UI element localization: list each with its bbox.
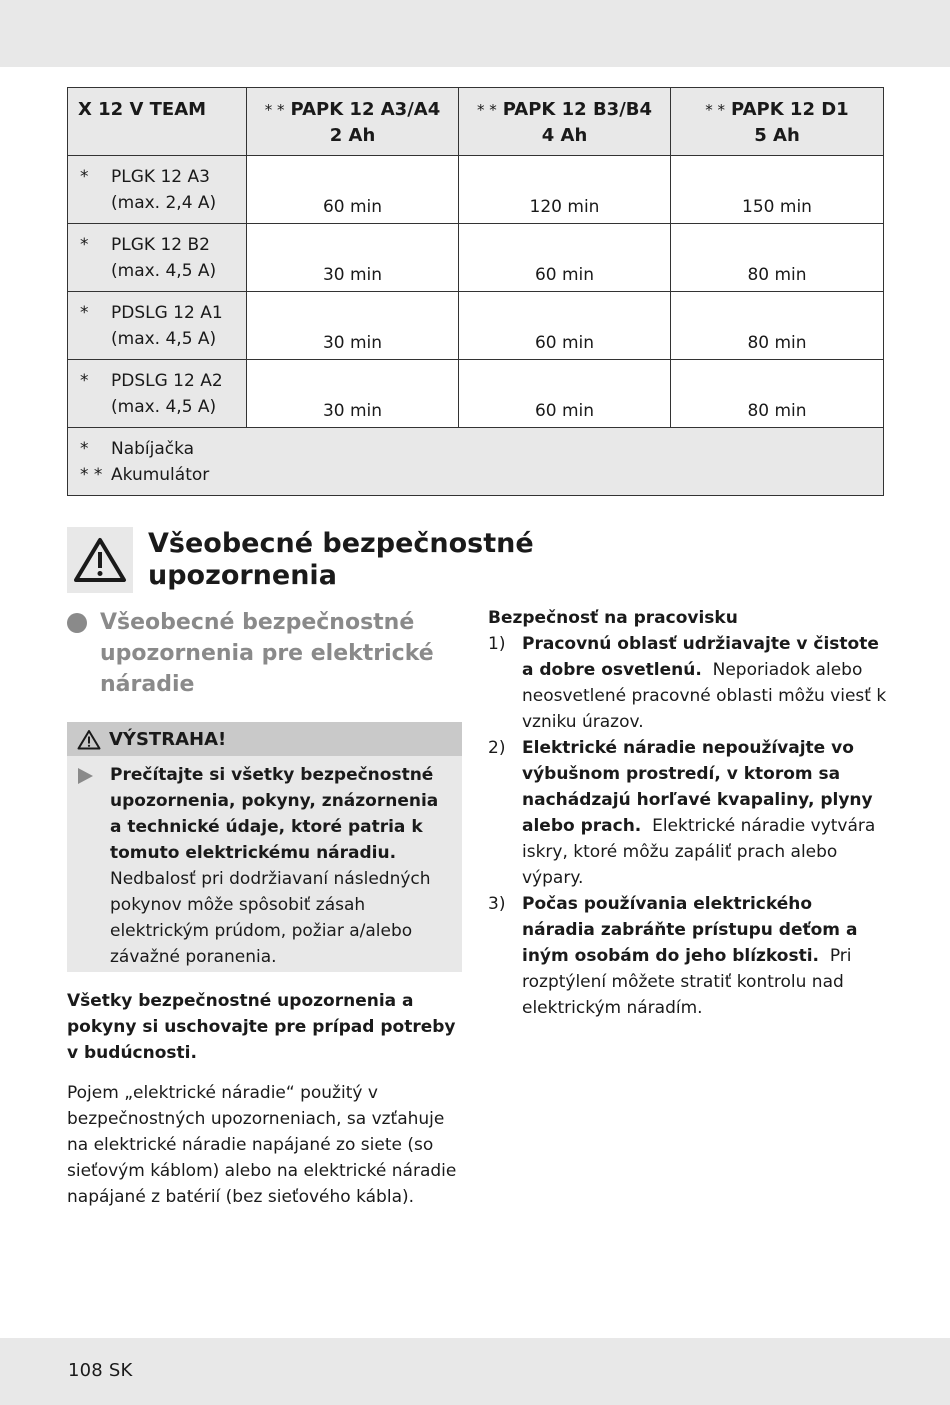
battery-capacity: 4 Ah <box>541 125 588 146</box>
battery-model: PAPK 12 D1 <box>731 99 849 120</box>
bullet-dot-icon <box>67 613 87 633</box>
warning-bold-text: Prečítajte si všetky bezpečnostné upozornenia, pokyny, znázornenia a technické údaje, ktoré patria k tomuto elektrickému náradiu. <box>110 765 439 863</box>
page-title-line: Všeobecné bezpečnostné <box>148 528 534 559</box>
legend-item <box>68 462 883 488</box>
charger-model: PLGK 12 A3 <box>111 167 210 187</box>
table-header-battery <box>459 88 671 156</box>
warning-title: VÝSTRAHA! <box>109 728 227 750</box>
table-header-battery <box>671 88 884 156</box>
charge-time-cell: 30 min <box>247 292 459 360</box>
charge-time-cell: 30 min <box>247 224 459 292</box>
charge-time-cell: 80 min <box>671 360 884 428</box>
item-text: Neporiadok alebo neosvetlené pracovné oblasti môžu viesť k vzniku úrazov. <box>522 660 887 732</box>
warning-body <box>67 756 462 970</box>
item-number: 3) <box>488 894 506 914</box>
charger-cell <box>68 156 247 224</box>
numbered-item <box>488 631 888 735</box>
battery-capacity: 5 Ah <box>754 125 800 146</box>
charge-time-cell: 120 min <box>459 156 671 224</box>
item-number: 2) <box>488 738 506 758</box>
header-band <box>0 0 950 67</box>
charger-marker: * <box>80 371 89 391</box>
warning-header <box>67 722 462 756</box>
charging-time-table <box>67 87 884 496</box>
table-row <box>68 156 884 224</box>
charge-time-cell: 60 min <box>459 360 671 428</box>
charger-cell <box>68 360 247 428</box>
legend-label: Akumulátor <box>111 465 210 485</box>
item-text: Elektrické náradie vytvára iskry, ktoré môžu zapáliť prach alebo výpary. <box>522 816 876 888</box>
table-row <box>68 224 884 292</box>
warning-triangle-icon <box>73 536 127 584</box>
battery-model: PAPK 12 B3/B4 <box>502 99 653 120</box>
legend-label: Nabíjačka <box>111 439 195 459</box>
item-bold-text: Elektrické náradie nepoužívajte vo výbušnom prostredí, v ktorom sa nachádzajú horľavé kvapaliny, plyny alebo prach. <box>522 738 873 836</box>
charger-max-current: (max. 4,5 A) <box>111 397 217 417</box>
warning-triangle-icon <box>77 729 101 750</box>
section-heading-text: Všeobecné bezpečnostné upozornenia pre elektrické náradie <box>100 610 434 697</box>
warning-icon-box <box>67 527 133 593</box>
charge-time-cell: 150 min <box>671 156 884 224</box>
page-title <box>148 528 534 592</box>
table-header-battery <box>247 88 459 156</box>
table-legend <box>68 428 884 496</box>
section-subtitle: Bezpečnosť na pracovisku <box>488 608 738 628</box>
table-row <box>68 360 884 428</box>
charger-marker: * <box>80 167 89 187</box>
charger-model: PDSLG 12 A1 <box>111 303 223 323</box>
charge-time-cell: 60 min <box>459 224 671 292</box>
charger-max-current: (max. 4,5 A) <box>111 329 217 349</box>
charge-time-cell: 60 min <box>459 292 671 360</box>
numbered-item <box>488 891 888 1021</box>
definition-paragraph: Pojem „elektrické náradie“ použitý v bezpečnostných upozorneniach, sa vzťahuje na elektrické náradie napájané zo siete (so sieťovým káblom) alebo na elektrické náradie napájané z batérií (bez sieťového kábla). <box>67 1083 457 1207</box>
legend-marker: * * <box>80 465 103 485</box>
charger-cell <box>68 292 247 360</box>
charger-max-current: (max. 2,4 A) <box>111 193 217 213</box>
battery-model: PAPK 12 A3/A4 <box>290 99 441 120</box>
item-bold-text: Pracovnú oblasť udržiavajte v čistote a dobre osvetlenú. <box>522 634 879 680</box>
warning-text: Nedbalosť pri dodržiavaní následných pokynov môže spôsobiť zásah elektrickým prúdom, požiar a/alebo závažné poranenia. <box>110 869 431 967</box>
item-number: 1) <box>488 634 506 654</box>
page-title-line: upozornenia <box>148 560 337 591</box>
item-bold-text: Počas používania elektrického náradia zabráňte prístupu deťom a iným osobám do jeho blízkosti. <box>522 894 858 966</box>
keep-instructions-note: Všetky bezpečnostné upozornenia a pokyny si uschovajte pre prípad potreby v budúcnosti. <box>67 991 456 1063</box>
legend-item <box>68 436 883 462</box>
warning-panel <box>67 722 462 972</box>
table-header-row <box>68 88 884 156</box>
battery-capacity: 2 Ah <box>329 125 376 146</box>
footer-band <box>0 1338 950 1405</box>
charger-model: PLGK 12 B2 <box>111 235 210 255</box>
triangle-bullet-icon <box>78 768 93 784</box>
battery-marker: * * <box>705 101 726 119</box>
battery-marker: * * <box>264 101 285 119</box>
legend-marker: * <box>80 439 89 459</box>
item-text: Pri rozptýlení môžete stratiť kontrolu nad elektrickým náradím. <box>522 946 852 1018</box>
charge-time-cell: 80 min <box>671 224 884 292</box>
numbered-item <box>488 735 888 891</box>
page-number: 108 SK <box>68 1360 133 1381</box>
charger-marker: * <box>80 303 89 323</box>
charger-max-current: (max. 4,5 A) <box>111 261 217 281</box>
workplace-safety-section <box>488 605 888 1021</box>
charge-time-cell: 30 min <box>247 360 459 428</box>
charger-cell <box>68 224 247 292</box>
table-row <box>68 292 884 360</box>
charge-time-cell: 80 min <box>671 292 884 360</box>
table-legend-row <box>68 428 884 496</box>
battery-marker: * * <box>476 101 497 119</box>
charger-marker: * <box>80 235 89 255</box>
charge-time-cell: 60 min <box>247 156 459 224</box>
table-header-system: X 12 V TEAM <box>68 88 247 156</box>
charger-model: PDSLG 12 A2 <box>111 371 223 391</box>
